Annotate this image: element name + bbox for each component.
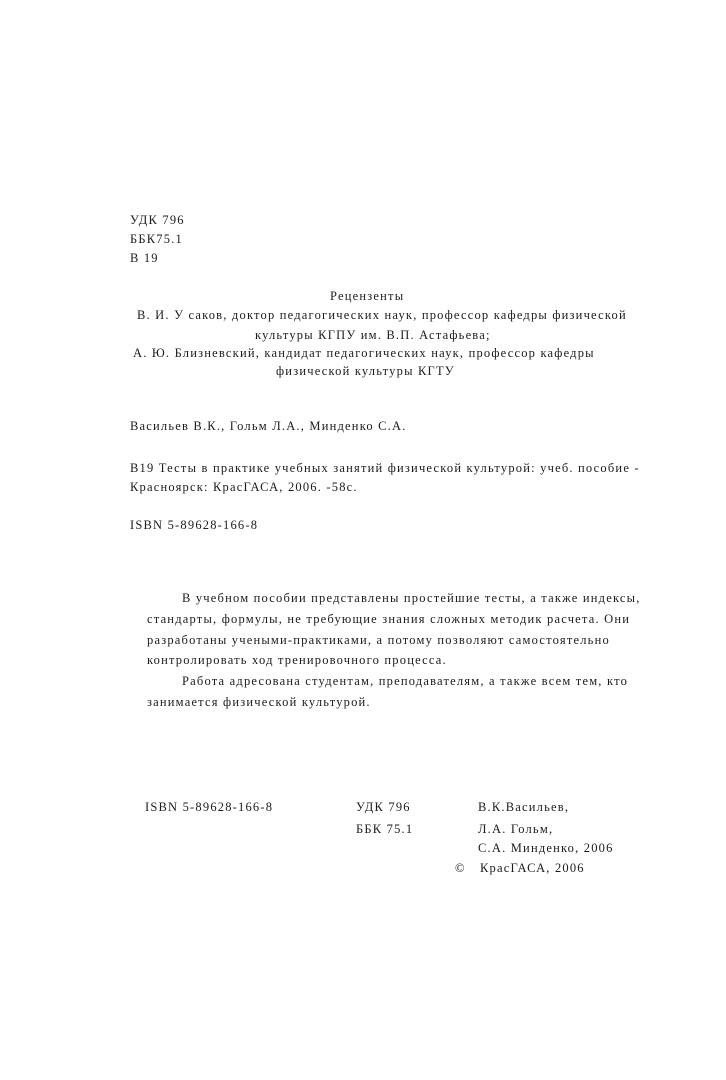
footer-udk: УДК 796: [356, 800, 411, 814]
reviewer-2-line-2: физической культуры КГТУ: [276, 364, 455, 378]
copyright-publisher: КрасГАСА, 2006: [480, 861, 585, 875]
annotation-line-5: Работа адресована студентам, преподавателям, а также всем тем, кто: [182, 674, 629, 688]
annotation-line-6: занимается физической культурой.: [147, 695, 371, 709]
isbn: ISBN 5-89628-166-8: [130, 518, 259, 532]
copyright-symbol: ©: [455, 861, 466, 875]
reviewer-1-line-2: культуры КГПУ им. В.П. Астафьева;: [255, 328, 491, 342]
copyright-author-3: С.А. Минденко, 2006: [478, 841, 614, 855]
udk-code: УДК 796: [130, 213, 185, 227]
annotation-line-1: В учебном пособии представлены простейшие тесты, а также индексы,: [182, 591, 641, 605]
annotation-line-3: разработаны учеными-практиками, а потому позволяют самостоятельно: [147, 633, 610, 647]
authors: Васильев В.К., Гольм Л.А., Минденко С.А.: [130, 419, 407, 433]
bbk-code: ББК75.1: [130, 232, 183, 246]
reviewer-1-line-1: В. И. У саков, доктор педагогических наук, профессор кафедры физической: [137, 308, 627, 322]
reviewers-heading: Рецензенты: [330, 289, 405, 303]
author-mark: В 19: [130, 251, 159, 265]
copyright-author-1: В.К.Васильев,: [478, 800, 570, 814]
reviewer-2-line-1: А. Ю. Близневский, кандидат педагогических наук, профессор кафедры: [133, 346, 595, 360]
annotation-line-2: стандарты, формулы, не требующие знания сложных методик расчета. Они: [147, 612, 631, 626]
copyright-author-2: Л.А. Гольм,: [478, 822, 554, 836]
annotation-line-4: контролировать ход тренировочного процесса.: [147, 653, 447, 667]
book-title-line-2: Красноярск: КрасГАСА, 2006. -58с.: [130, 480, 358, 494]
footer-isbn: ISBN 5-89628-166-8: [145, 800, 274, 814]
footer-bbk: ББК 75.1: [356, 822, 414, 836]
book-title-line-1: В19 Тесты в практике учебных занятий физической культурой: учеб. пособие -: [130, 461, 640, 475]
